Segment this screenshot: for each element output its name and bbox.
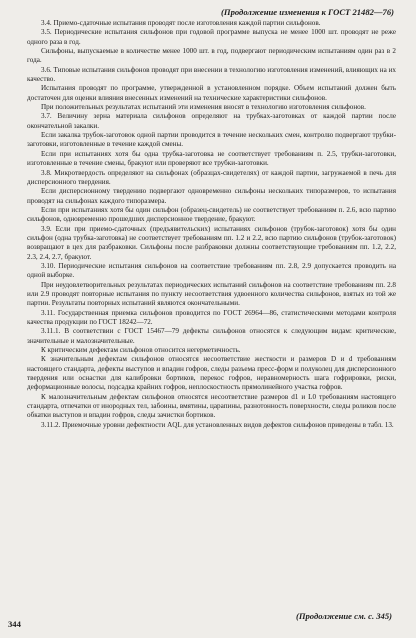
continuation-note: (Продолжение см. с. 345)	[295, 611, 392, 621]
paragraph: К значительным дефектам сильфонов относятся несоответствие жесткости и размеров D и d требованиям настоящего стандарта, дефекты выступов и впадин гофров, следы разъема пресс-форм и полуколец для дисперсионного твердения или оснастки для калибровки бортиков, перекос гофров, неравномерность шага гофрировки, риски, деформационные волосы, подсадка крайних гофров, неплоскостность прямолинейного участка гофров.	[27, 355, 396, 392]
paragraph: Испытания проводят по программе, утвержденной в установленном порядке. Объем испытаний должен быть достаточен для оценки влияния внесенных изменений на технические характеристики сильфонов.	[27, 84, 396, 102]
paragraph: Если при испытаниях хотя бы одна трубка-заготовка не соответствует требованиям п. 2.5, трубки-заготовки, изготовленные в течение смены, бракуют или проверяют все трубки-заготовки.	[27, 149, 396, 168]
paragraph: Если закалка трубок-заготовок одной партии проводится в течение нескольких смен, контролю подвергают трубки-заготовки, изготовленные в течение каждой смены.	[27, 131, 396, 149]
paragraph: 3.4. Приемо-сдаточные испытания проводят после изготовления каждой партии сильфонов.	[41, 19, 321, 27]
paragraph: 3.7. Величину зерна материала сильфонов определяют на трубках-заготовках от каждой партии после окончательной закалки.	[27, 112, 396, 130]
document-body	[27, 19, 396, 430]
page-header: (Продолжение изменения к ГОСТ 21482—76)	[221, 7, 394, 17]
paragraph: 3.5. Периодические испытания сильфонов при годовой программе выпуска не менее 1000 шт. проводят не реже одного раза в год.	[27, 28, 396, 46]
paragraph: 3.8. Микротвердость определяют на сильфонах (образцах-свидетелях) от каждой партии, загружаемой в печь для дисперсионного твердения.	[27, 168, 396, 186]
paragraph: Сильфоны, выпускаемые в количестве менее 1000 шт. в год, подвергают периодическим испытаниям один раз в 2 года.	[27, 47, 396, 65]
paragraph: 3.6. Типовые испытания сильфонов проводят при внесении в технологию изготовления изменений, влияющих на их качество.	[27, 65, 396, 84]
paragraph: К критическим дефектам сильфонов относится негерметичность.	[41, 346, 241, 355]
paragraph: 3.10. Периодические испытания сильфонов на соответствие требованиям пп. 2.8, 2.9 допускается проводить на одной выборке.	[27, 261, 396, 280]
paragraph: К малозначительным дефектам сильфонов относятся несоответствие размеров d1 и L0 требованиям настоящего стандарта, отпечатки от инородных тел, забоины, вмятины, царапины, разнотонность поверхности, следы роликов после обкатки выступов и впадин гофров, следы зачистки бортиков.	[27, 392, 396, 420]
paragraph: 3.9. Если при приемо-сдаточных (предъявительских) испытаниях сильфонов (трубок-заготовок) хотя бы один сильфон (одна трубка-заготовка) не соответствует требованиям пп. 1.2 и 2.2, всю партию сильфонов (трубок-заготовок) возвращают в цех для разбраковки. Сильфоны после разбраковки должны соответствующие требованиям пп. 1.2, 2.2, 2.3, 2.4, 2.7, бракуют.	[27, 224, 396, 261]
page-number: 344	[8, 619, 21, 629]
paragraph: 3.11.2. Приемочные уровни дефектности AQL для установленных видов дефектов сильфонов приведены в табл. 13.	[41, 420, 394, 429]
paragraph: При положительных результатах испытаний эти изменения вносят в технологию изготовления сильфонов.	[41, 103, 366, 112]
paragraph: Если дисперсионному твердению подвергают одновременно сильфоны нескольких типоразмеров, то испытания проводят на сильфонах каждого типоразмера.	[27, 187, 396, 205]
paragraph: Если при испытаниях хотя бы один сильфон (образец-свидетель) не соответствует требованиям п. 2.6, всю партию сильфонов, одновременно прошедших дисперсионное твердение, бракуют.	[27, 205, 396, 224]
paragraph: 3.11.1. В соответствии с ГОСТ 15467—79 дефекты сильфонов относятся к следующим видам: критические, значительные и малозначительные.	[27, 327, 396, 345]
paragraph: 3.11. Государственная приемка сильфонов проводится по ГОСТ 26964—86, статистическими методами контроля качества продукции по ГОСТ 18242—72.	[27, 308, 396, 326]
paragraph: При неудовлетворительных результатах периодических испытаний сильфонов на соответствие требованиям пп. 2.8 или 2.9 проводят повторные испытания по пункту несоответствия удвоенного количества сильфонов, взятых из той же партии. Результаты повторных испытаний являются окончательными.	[27, 280, 396, 308]
